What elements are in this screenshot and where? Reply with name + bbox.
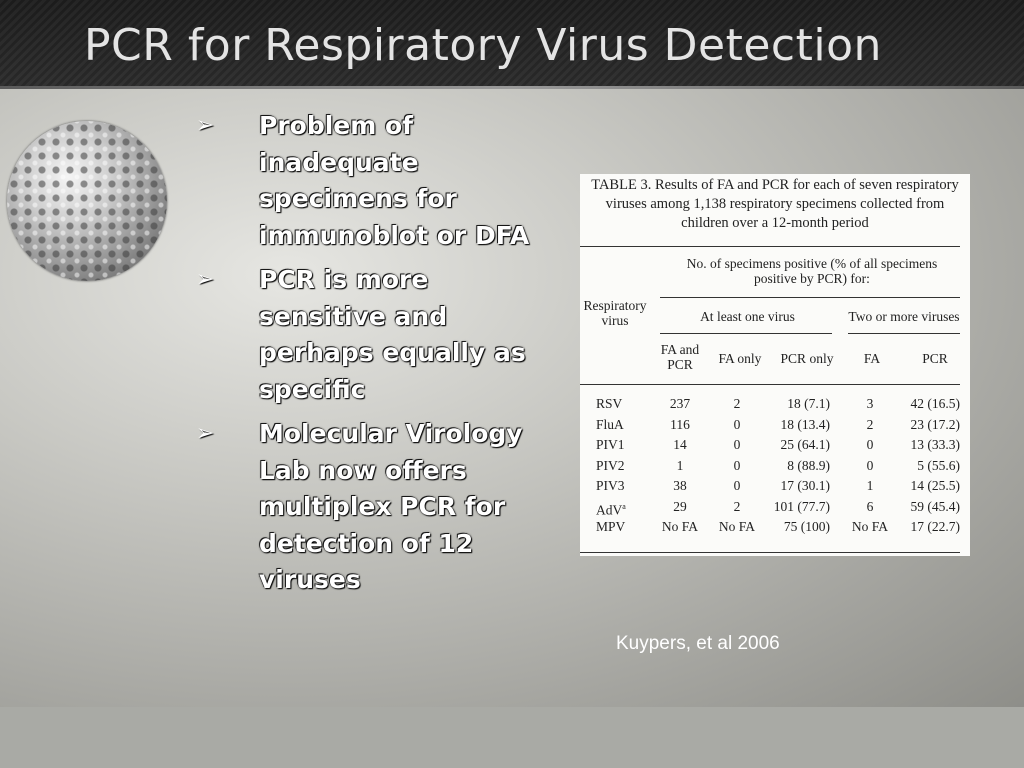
table-cell-pcr: 23 (17.2)	[910, 416, 960, 432]
table-cell-pcr: 59 (45.4)	[910, 498, 960, 514]
table-rule	[660, 333, 832, 334]
group-header-two-or-more: Two or more viruses	[848, 309, 960, 324]
table-cell-fa: 1	[866, 478, 874, 493]
bullet-text: Problem of inadequate specimens for immunoblot or DFA	[259, 111, 530, 250]
table-cell-pcr-only: 17 (30.1)	[780, 478, 830, 493]
bullet-item	[190, 262, 560, 408]
table-cell-fa-pcr: 14	[673, 437, 687, 452]
table-cell-fa-only: 0	[733, 457, 741, 473]
table-cell-fa-only: 0	[733, 437, 741, 452]
table-cell-fa-only: 2	[733, 396, 741, 411]
table-cell-virus: PIV1	[596, 437, 625, 452]
title-bar	[0, 0, 1024, 86]
arrow-bullet-icon: ➢	[196, 113, 215, 138]
table-cell-pcr: 42 (16.5)	[910, 396, 960, 411]
bullet-text: Molecular Virology Lab now offers multiplex PCR for detection of 12 viruses	[259, 419, 523, 594]
table-cell-fa-pcr: 116	[670, 416, 690, 432]
table-cell-pcr: 5 (55.6)	[917, 457, 960, 473]
table-cell-pcr-only: 25 (64.1)	[780, 437, 830, 452]
table-cell-pcr-only: 18 (7.1)	[787, 396, 830, 411]
group-header-at-least-one: At least one virus	[700, 309, 795, 324]
table-caption-line: TABLE 3. Results of FA and PCR for each of seven respiratory	[591, 177, 959, 193]
citation: Kuypers, et al 2006	[616, 633, 780, 654]
table-cell-pcr: 17 (22.7)	[910, 519, 960, 534]
col-header-pcr-only: PCR only	[780, 351, 834, 366]
slide-title: PCR for Respiratory Virus Detection	[84, 20, 882, 71]
table-cell-virus: AdV$^a$	[596, 501, 626, 517]
table-cell-fa-only: No FA	[718, 519, 756, 534]
header-text: No. of specimens positive (% of all specimens	[686, 256, 938, 271]
table-cell-pcr: 13 (33.3)	[910, 437, 960, 452]
table-cell-fa: No FA	[851, 519, 889, 534]
table-cell-virus: FluA	[596, 416, 624, 432]
table-cell-fa: 2	[866, 416, 874, 432]
table-cell-fa-pcr: 237	[669, 396, 691, 411]
table-cell-virus: PIV3	[596, 478, 625, 493]
table-cell-virus: MPV	[596, 519, 626, 534]
arrow-bullet-icon: ➢	[196, 421, 215, 446]
table-cell-pcr-only: 75 (100)	[783, 519, 830, 534]
header-text: Respiratory	[583, 298, 647, 313]
column-group-header	[662, 256, 962, 286]
table-cell-fa-only: 2	[733, 498, 741, 514]
col-header-fa-only: FA only	[718, 351, 762, 366]
table-rule	[580, 384, 960, 385]
bullet-item	[190, 416, 560, 599]
table-cell-virus: PIV2	[596, 457, 625, 473]
bullet-item	[190, 108, 560, 254]
bullet-text: PCR is more sensitive and perhaps equally as specific	[259, 265, 526, 404]
table-cell-virus: RSV	[596, 396, 623, 411]
arrow-bullet-icon: ➢	[196, 267, 215, 292]
table-cell-pcr-only: 8 (88.9)	[787, 457, 830, 473]
table-cell-pcr-only: 18 (13.4)	[780, 416, 830, 432]
header-text: positive by PCR) for:	[754, 271, 870, 286]
table-rule	[660, 297, 960, 298]
table-rule	[580, 552, 960, 553]
row-header	[580, 298, 650, 328]
table-rule	[848, 333, 960, 334]
header-text: FA and	[660, 342, 700, 357]
header-text: virus	[601, 313, 629, 328]
results-table-image	[580, 174, 970, 556]
table-cell-fa-pcr: 38	[673, 478, 687, 493]
table-rule	[580, 246, 960, 247]
table-cell-fa: 6	[866, 498, 874, 514]
table-caption	[580, 176, 970, 233]
table-cell-fa: 0	[866, 457, 874, 473]
virus-particle-image	[7, 121, 167, 281]
header-text: PCR	[667, 357, 693, 372]
table-cell-fa: 3	[866, 396, 874, 411]
table-cell-fa-only: 0	[733, 416, 741, 432]
table-cell-pcr-only: 101 (77.7)	[773, 498, 830, 514]
table-cell-fa-pcr: No FA	[661, 519, 699, 534]
col-header-pcr: PCR	[922, 351, 948, 366]
table-cell-fa: 0	[866, 437, 874, 452]
bullet-list	[190, 108, 560, 607]
table-cell-fa-pcr: 29	[673, 498, 687, 514]
col-header-fa-and-pcr	[656, 342, 704, 372]
col-header-fa: FA	[863, 351, 881, 366]
table-cell-fa-pcr: 1	[676, 457, 684, 473]
table-cell-pcr: 14 (25.5)	[910, 478, 960, 493]
table-caption-line: viruses among 1,138 respiratory specimens collected from	[605, 196, 945, 212]
table-cell-fa-only: 0	[733, 478, 741, 493]
table-caption-line: children over a 12-month period	[681, 215, 869, 231]
